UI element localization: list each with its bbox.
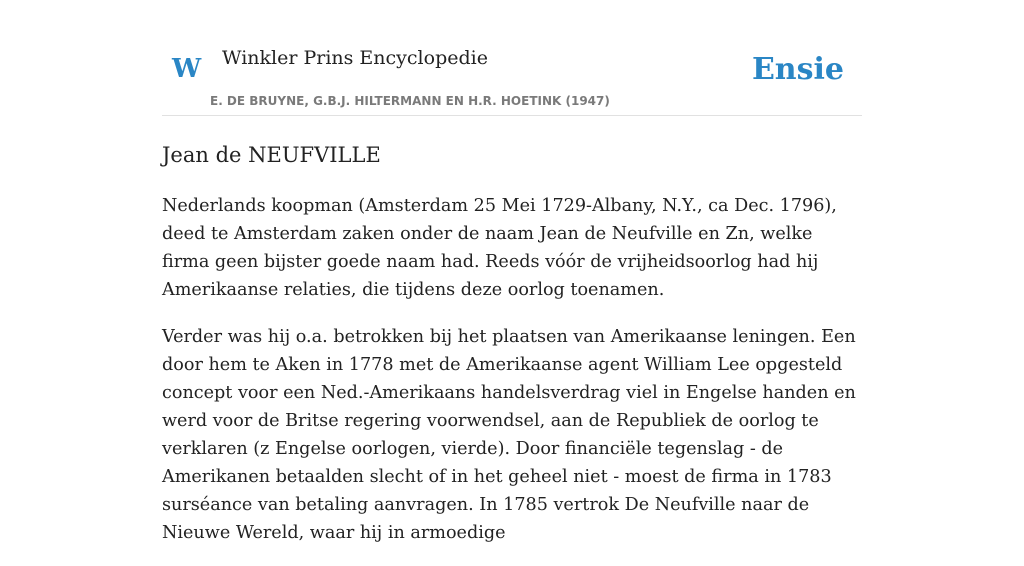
source-header: [162, 0, 862, 116]
entry-paragraph-1: Nederlands koopman (Amsterdam 25 Mei 1729-Albany, N.Y., ca Dec. 1796), deed te Amsterdam zaken onder de naam Jean de Neufville en Zn, welke firma geen bijster goede naam had. Reeds vóór de vrijheidsoorlog had hij Amerikaanse relaties, die tijdens deze oorlog toenamen.: [162, 196, 837, 300]
source-title[interactable]: Winkler Prins Encyclopedie: [222, 47, 488, 69]
ensie-logo[interactable]: Ensie: [751, 52, 844, 87]
source-authors: E. DE BRUYNE, G.B.J. HILTERMANN EN H.R. HOETINK (1947): [210, 94, 610, 108]
entry-paragraph-2: Verder was hij o.a. betrokken bij het plaatsen van Amerikaanse leningen. Een door hem te Aken in 1778 met de Amerikaanse agent William Lee opgesteld concept voor een Ned.-Amerikaans handelsverdrag viel in Engelse handen en werd voor de Britse regering voorwendsel, aan de Republiek de oorlog te verklaren (z Engelse oorlogen, vierde). Door financiële tegenslag - de Amerikanen betaalden slecht of in het geheel niet - moest de firma in 1783 surséance van betaling aanvragen. In 1785 vertrok De Neufville naar de Nieuwe Wereld, waar hij in armoedige: [162, 327, 856, 543]
winkler-prins-logo[interactable]: W: [172, 54, 202, 84]
entry-title: Jean de NEUFVILLE: [162, 143, 381, 167]
entry-body: [162, 192, 862, 566]
